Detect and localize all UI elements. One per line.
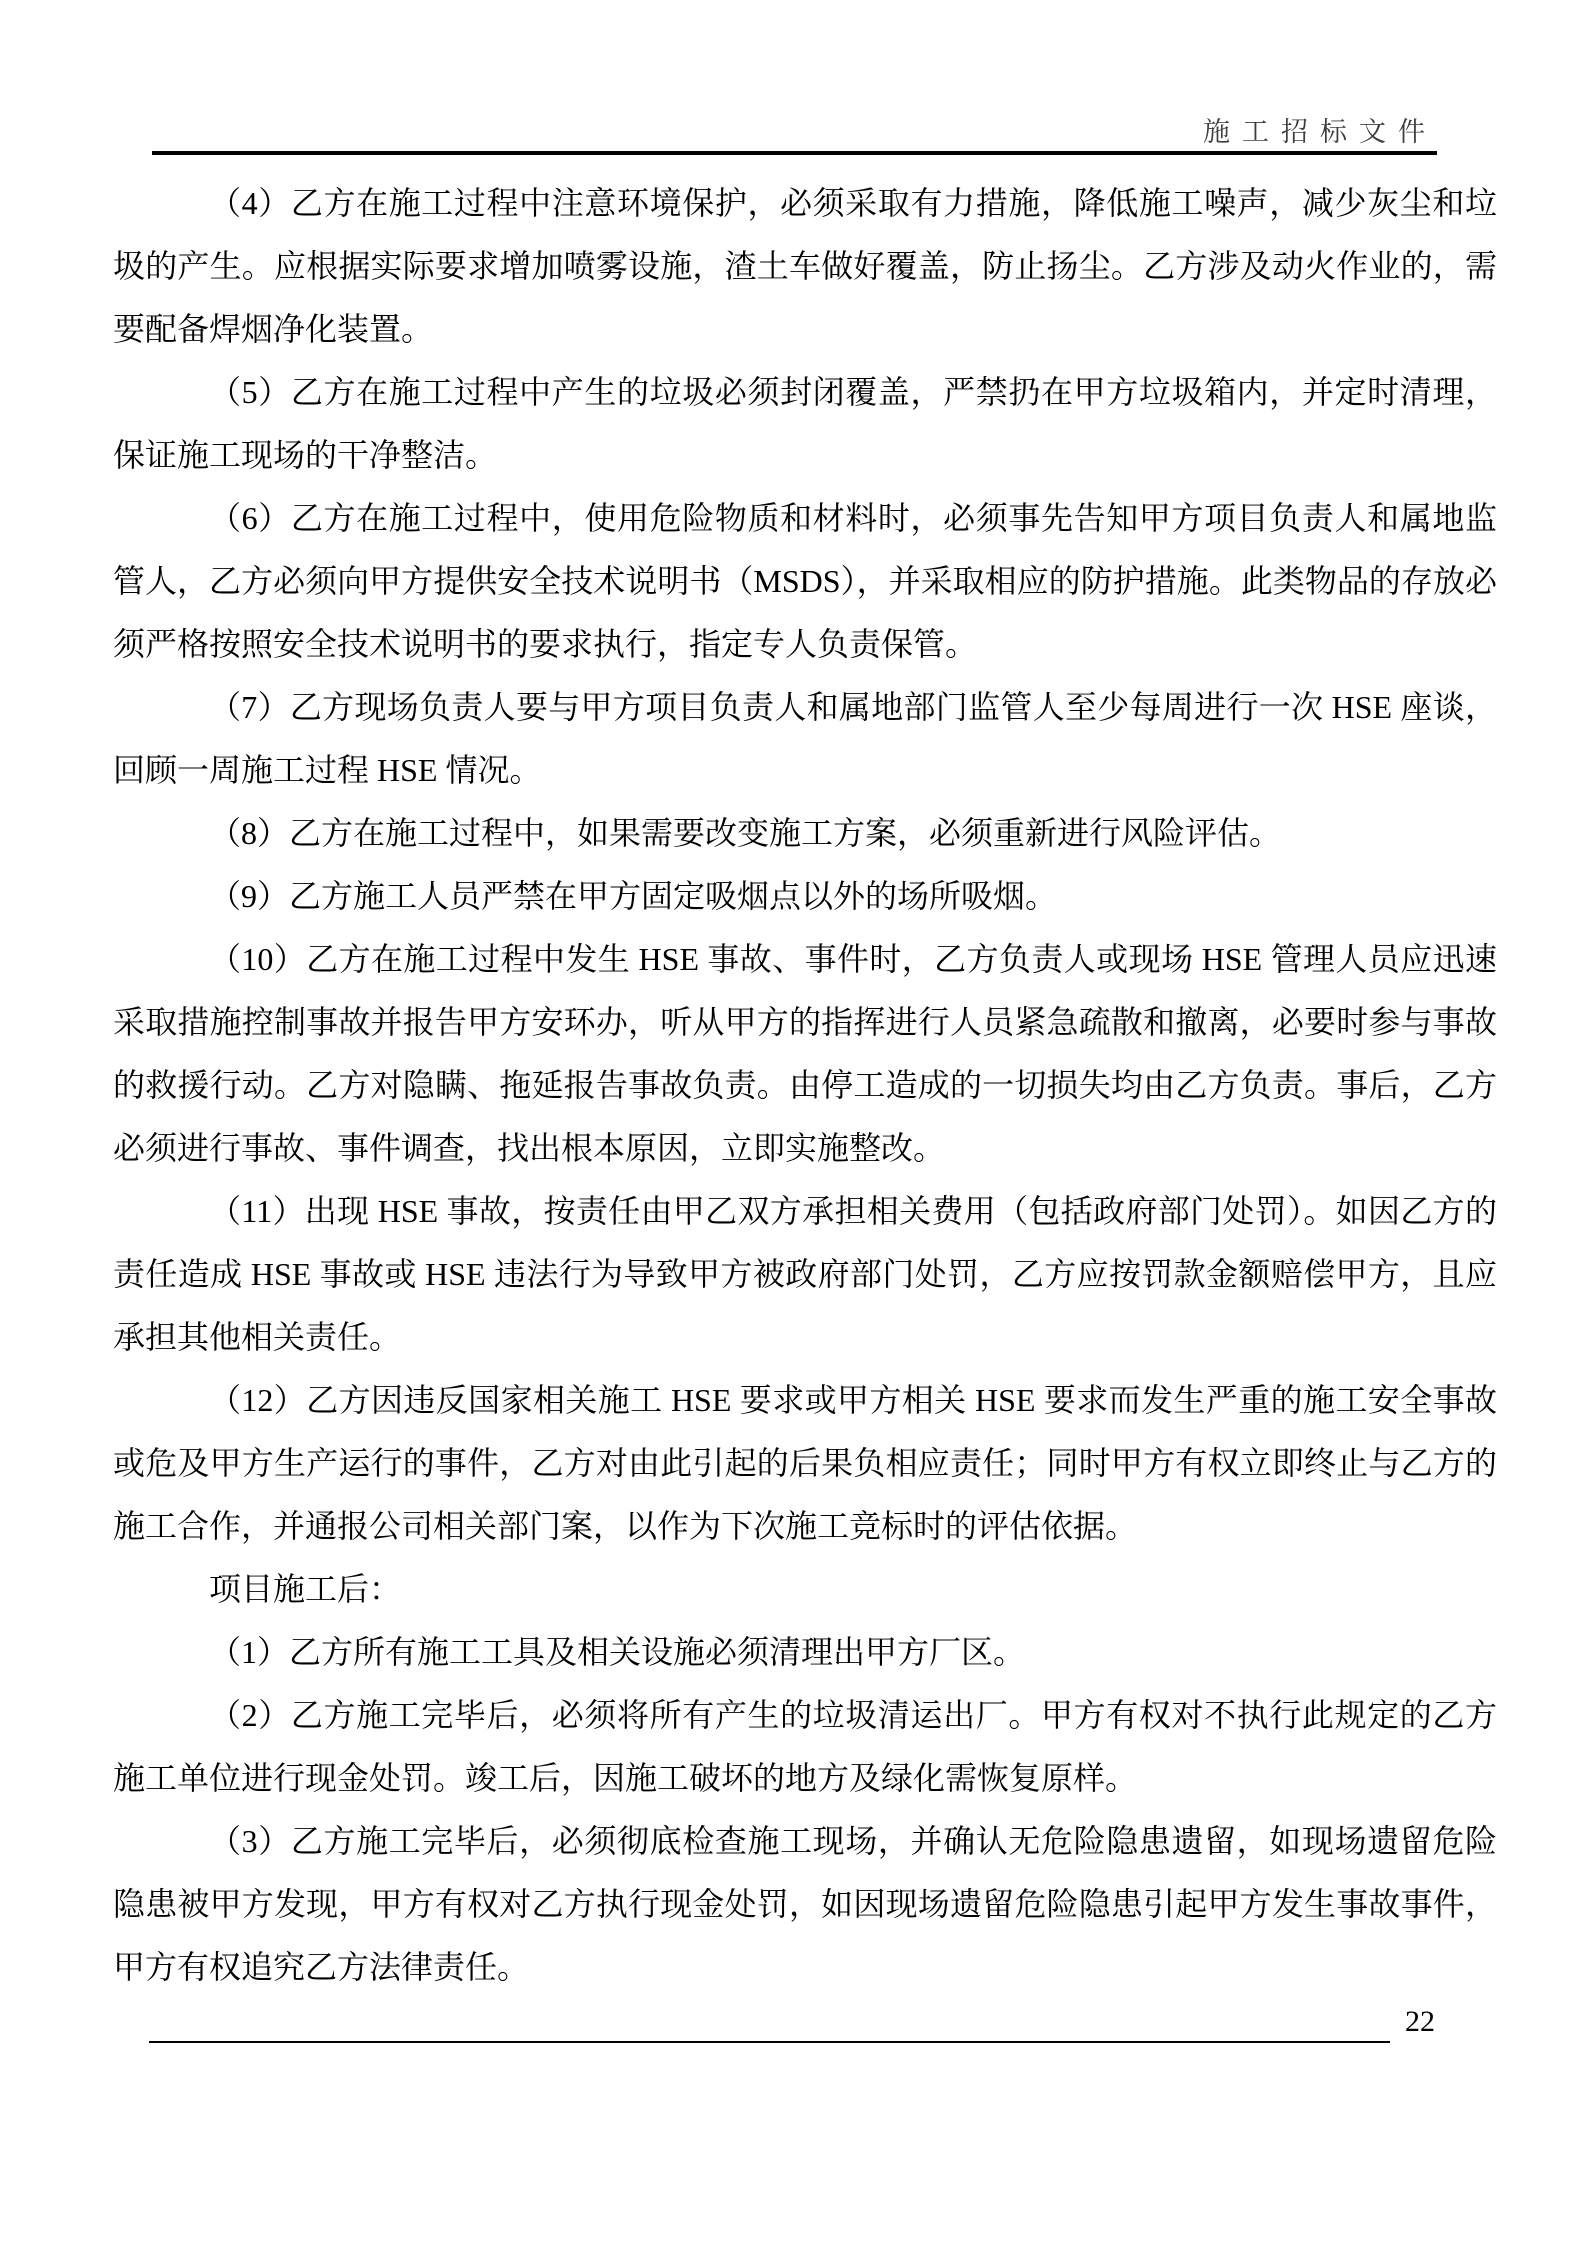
page-number: 22 bbox=[1405, 2005, 1435, 2038]
footer-rule bbox=[149, 2041, 1390, 2043]
body-paragraph-section-label: 项目施工后： bbox=[209, 1571, 402, 1607]
header-rule bbox=[152, 151, 1437, 155]
body-paragraph: （10）乙方在施工过程中发生 HSE 事故、事件时，乙方负责人或现场 HSE 管理人员应迅速采取措施控制事故并报告甲方安环办，听从甲方的指挥进行人员紧急疏散和撤离，必要时参与事故的救援行动。乙方对隐瞒、拖延报告事故负责。由停工造成的一切损失均由乙方负责。事后，乙方必须进行事故、事件调查，找出根本原因，立即实施整改。 bbox=[113, 941, 1497, 1166]
body-paragraph: （4）乙方在施工过程中注意环境保护，必须采取有力措施，降低施工噪声，减少灰尘和垃圾的产生。应根据实际要求增加喷雾设施，渣土车做好覆盖，防止扬尘。乙方涉及动火作业的，需要配备焊烟净化装置。 bbox=[113, 185, 1497, 347]
body-paragraph: （6）乙方在施工过程中，使用危险物质和材料时，必须事先告知甲方项目负责人和属地监管人，乙方必须向甲方提供安全技术说明书（MSDS），并采取相应的防护措施。此类物品的存放必须严格按照安全技术说明书的要求执行，指定专人负责保管。 bbox=[113, 500, 1497, 662]
body-paragraph: （1）乙方所有施工工具及相关设施必须清理出甲方厂区。 bbox=[209, 1634, 1026, 1670]
body-paragraph: （9）乙方施工人员严禁在甲方固定吸烟点以外的场所吸烟。 bbox=[209, 878, 1058, 914]
body-paragraph: （12）乙方因违反国家相关施工 HSE 要求或甲方相关 HSE 要求而发生严重的施工安全事故或危及甲方生产运行的事件，乙方对由此引起的后果负相应责任；同时甲方有权立即终止与乙方的施工合作，并通报公司相关部门案，以作为下次施工竞标时的评估依据。 bbox=[113, 1382, 1497, 1544]
body-paragraph: （3）乙方施工完毕后，必须彻底检查施工现场，并确认无危险隐患遗留，如现场遗留危险隐患被甲方发现，甲方有权对乙方执行现金处罚，如因现场遗留危险隐患引起甲方发生事故事件，甲方有权追究乙方法律责任。 bbox=[113, 1823, 1497, 1985]
body-paragraph: （8）乙方在施工过程中，如果需要改变施工方案，必须重新进行风险评估。 bbox=[209, 815, 1282, 851]
document-body bbox=[113, 172, 1497, 1999]
body-paragraph: （2）乙方施工完毕后，必须将所有产生的垃圾清运出厂。甲方有权对不执行此规定的乙方施工单位进行现金处罚。竣工后，因施工破坏的地方及绿化需恢复原样。 bbox=[113, 1697, 1497, 1796]
body-paragraph: （5）乙方在施工过程中产生的垃圾必须封闭覆盖，严禁扔在甲方垃圾箱内，并定时清理，保证施工现场的干净整洁。 bbox=[113, 374, 1497, 473]
body-paragraph: （7）乙方现场负责人要与甲方项目负责人和属地部门监管人至少每周进行一次 HSE 座谈，回顾一周施工过程 HSE 情况。 bbox=[113, 689, 1497, 788]
body-paragraph: （11）出现 HSE 事故，按责任由甲乙双方承担相关费用（包括政府部门处罚）。如因乙方的责任造成 HSE 事故或 HSE 违法行为导致甲方被政府部门处罚，乙方应按罚款金额赔偿甲方，且应承担其他相关责任。 bbox=[113, 1193, 1497, 1355]
header-title: 施工招标文件 bbox=[1203, 117, 1437, 147]
